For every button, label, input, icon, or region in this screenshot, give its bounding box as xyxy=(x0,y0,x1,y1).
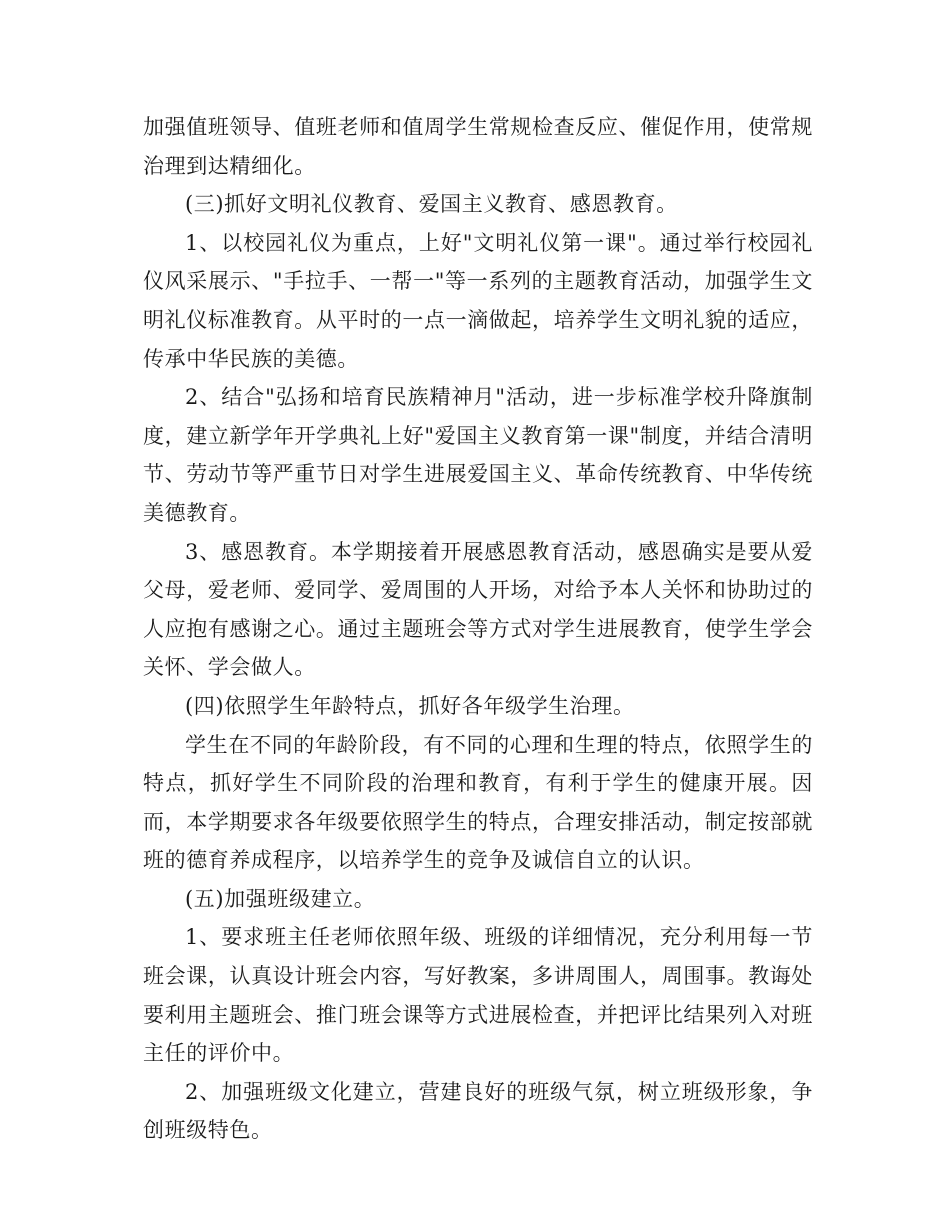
paragraph: 2、加强班级文化建立，营建良好的班级气氛，树立班级形象，争创班级特色。 xyxy=(143,1079,813,1143)
paragraph: 加强值班领导、值班老师和值周学生常规检查反应、催促作用，使常规治理到达精细化。 xyxy=(143,115,813,178)
section-heading: (五)加强班级建立。 xyxy=(185,886,376,911)
paragraph: 1、要求班主任老师依照年级、班级的详细情况，充分利用每一节班会课，认真设计班会内容，写好教案，多讲周围人，周围事。教诲处要利用主题班会、推门班会课等方式进展检查，并把评比结果列入对班主任的评价中。 xyxy=(143,925,813,1066)
paragraph: 1、以校园礼仪为重点，上好"文明礼仪第一课"。通过举行校园礼仪风采展示、"手拉手、一帮一"等一系列的主题教育活动，加强学生文明礼仪标准教育。从平时的一点一滴做起，培养学生文明礼貌的适应，传承中华民族的美德。 xyxy=(143,230,813,371)
document-body xyxy=(143,108,813,1150)
paragraph: 2、结合"弘扬和培育民族精神月"活动，进一步标准学校升降旗制度，建立新学年开学典礼上好"爱国主义教育第一课"制度，并结合清明节、劳动节等严重节日对学生进展爱国主义、革命传统教育、中华传统美德教育。 xyxy=(143,385,813,525)
section-heading: (三)抓好文明礼仪教育、爱国主义教育、感恩教育。 xyxy=(185,192,678,217)
paragraph: 学生在不同的年龄阶段，有不同的心理和生理的特点，依照学生的特点，抓好学生不同阶段的治理和教育，有利于学生的健康开展。因而，本学期要求各年级要依照学生的特点，合理安排活动，制定按部就班的德育养成程序，以培养学生的竞争及诚信自立的认识。 xyxy=(143,732,813,873)
section-heading: (四)依照学生年龄特点，抓好各年级学生治理。 xyxy=(185,693,635,718)
paragraph: 3、感恩教育。本学期接着开展感恩教育活动，感恩确实是要从爱父母，爱老师、爱同学、爱周围的人开场，对给予本人关怀和协助过的人应抱有感谢之心。通过主题班会等方式对学生进展教育，使学生学会关怀、学会做人。 xyxy=(143,539,813,680)
